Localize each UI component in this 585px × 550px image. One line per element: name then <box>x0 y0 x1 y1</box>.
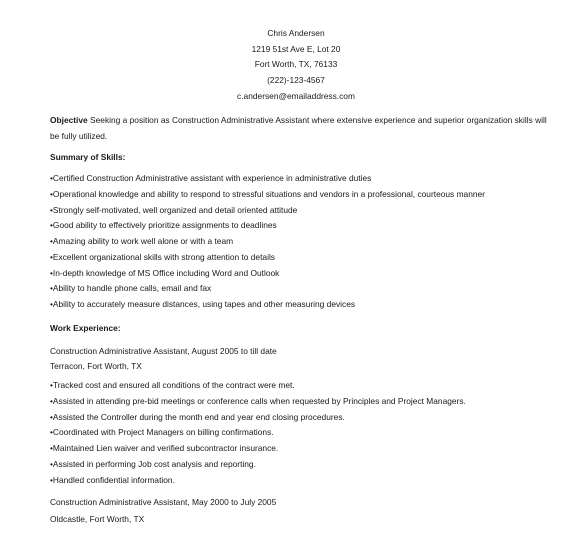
objective-label: Objective <box>50 115 88 125</box>
duty-item: •Coordinated with Project Managers on billing confirmations. <box>50 427 274 438</box>
job1-title: Construction Administrative Assistant, August 2005 to till date <box>50 346 277 356</box>
skill-item: •Operational knowledge and ability to respond to stressful situations and vendors in a professional, courteous manner <box>50 188 485 199</box>
duty-item: •Handled confidential information. <box>50 474 175 485</box>
skills-list <box>50 171 485 313</box>
contact-email: c.andersen@emailaddress.com <box>237 90 355 101</box>
duty-item: •Assisted in performing Job cost analysis and reporting. <box>50 458 256 469</box>
skill-item: •Ability to handle phone calls, email and fax <box>50 283 212 294</box>
objective-text: Seeking a position as Construction Administrative Assistant where extensive experience and superior organization skills will be fully utilized. <box>50 115 547 141</box>
job2-title: Construction Administrative Assistant, May 2000 to July 2005 <box>50 497 277 507</box>
skill-item: •Certified Construction Administrative assistant with experience in administrative duties <box>50 173 372 183</box>
skill-item: •In-depth knowledge of MS Office including Word and Outlook <box>50 267 280 278</box>
contact-address-line2: Fort Worth, TX, 76133 <box>254 59 338 70</box>
job1-company: Terracon, Fort Worth, TX <box>50 361 142 371</box>
skills-heading: Summary of Skills: <box>50 152 126 162</box>
duty-item: •Maintained Lien waiver and verified subcontractor insurance. <box>50 443 279 453</box>
duty-item: •Assisted in attending pre-bid meetings or conference calls when requested by Principles and Project Managers. <box>50 395 466 406</box>
contact-name: Chris Andersen <box>267 28 325 38</box>
skill-item: •Ability to accurately measure distances, using tapes and other measuring devices <box>50 299 356 309</box>
skill-item: •Good ability to effectively prioritize assignments to deadlines <box>50 220 277 231</box>
experience-heading: Work Experience: <box>50 323 121 333</box>
skill-item: •Excellent organizational skills with strong attention to details <box>50 251 275 262</box>
skill-item: •Amazing ability to work well alone or with a team <box>50 236 234 246</box>
contact-header <box>196 26 396 104</box>
contact-phone: (222)-123-4567 <box>267 75 325 86</box>
skill-item: •Strongly self-motivated, well organized and detail oriented attitude <box>50 204 298 215</box>
contact-address-line1: 1219 51st Ave E, Lot 20 <box>251 43 341 54</box>
duty-item: •Tracked cost and ensured all conditions of the contract were met. <box>50 380 295 390</box>
objective-section <box>50 113 550 144</box>
job2-company: Oldcastle, Fort Worth, TX <box>50 514 145 524</box>
job1-duties-list <box>50 378 466 488</box>
duty-item: •Assisted the Controller during the month end and year end closing procedures. <box>50 411 345 422</box>
